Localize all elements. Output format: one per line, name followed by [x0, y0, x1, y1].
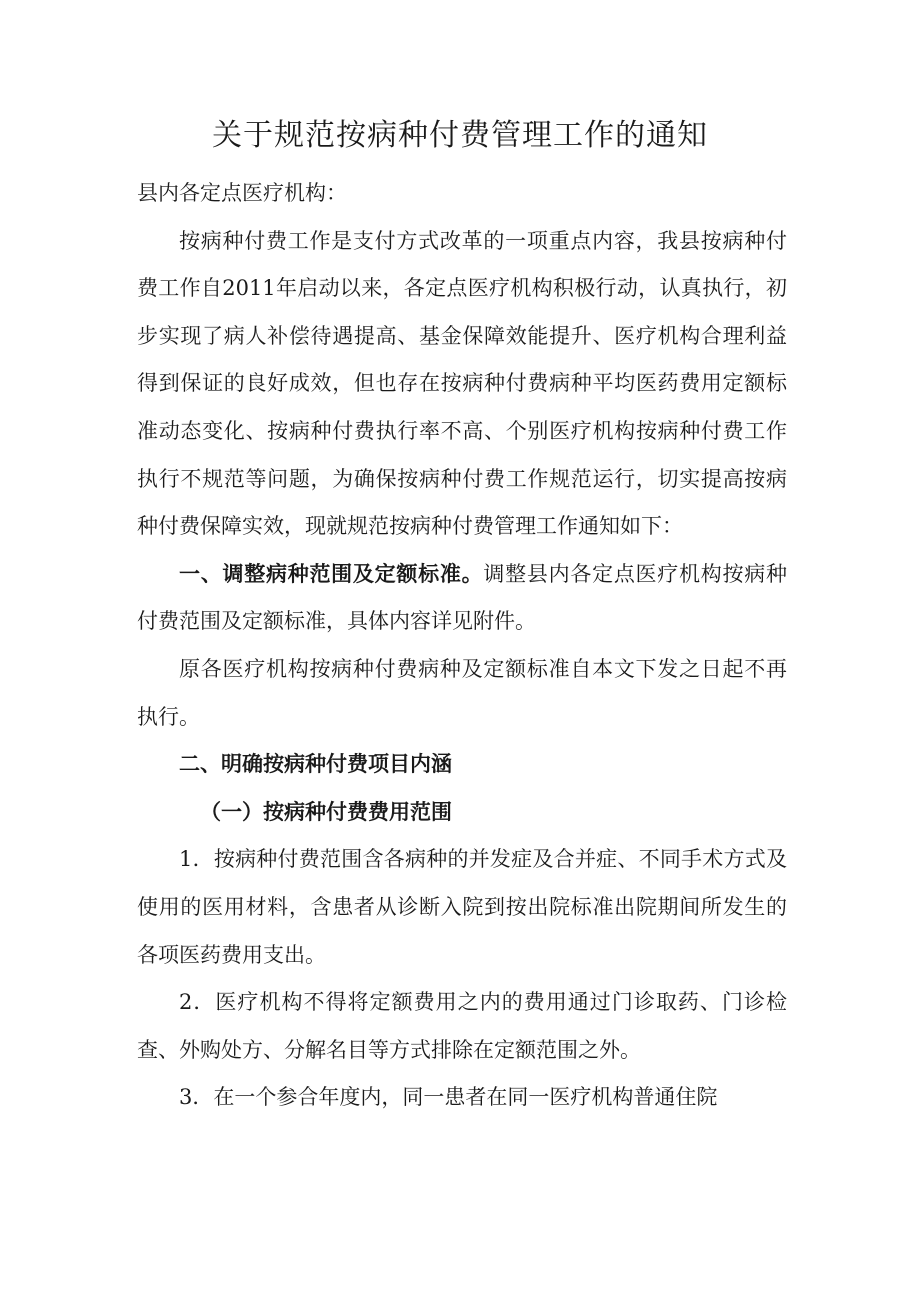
section1-paragraph — [137, 551, 787, 646]
section1-heading: 一、调整病种范围及定额标准。 — [179, 561, 484, 586]
section1-paragraph-2: 原各医疗机构按病种付费病种及定额标准自本文下发之日起不再执行。 — [137, 656, 787, 729]
list-item-3: 3．在一个参合年度内，同一患者在同一医疗机构普通住院 — [179, 1085, 718, 1110]
document-title: 关于规范按病种付费管理工作的通知 — [212, 118, 708, 153]
document-body — [137, 170, 787, 1122]
list-item-1: 1．按病种付费范围含各病种的并发症及合并症、不同手术方式及使用的医用材料，含患者从诊断入院到按出院标准出院期间所发生的各项医药费用支出。 — [137, 847, 787, 967]
list-item-2: 2．医疗机构不得将定额费用之内的费用通过门诊取药、门诊检查、外购处方、分解名目等方式排除在定额范围之外。 — [137, 990, 787, 1062]
salutation: 县内各定点医疗机构： — [137, 181, 347, 205]
intro-paragraph: 按病种付费工作是支付方式改革的一项重点内容，我县按病种付费工作自2011年启动以来，各定点医疗机构积极行动，认真执行，初步实现了病人补偿待遇提高、基金保障效能提升、医疗机构合理利益得到保证的良好成效，但也存在按病种付费病种平均医药费用定额标准动态变化、按病种付费执行率不高、个别医疗机构按病种付费工作执行不规范等问题，为确保按病种付费工作规范运行，切实提高按病种付费保障实效，现就规范按病种付费管理工作通知如下： — [137, 228, 787, 539]
section2-heading: 二、明确按病种付费项目内涵 — [179, 752, 452, 777]
section1-text: 调整县内各定点医疗机构按病种付费范围及定额标准，具体内容详见附件。 — [137, 561, 788, 634]
subsection1-heading: （一）按病种付费费用范围 — [200, 799, 452, 824]
